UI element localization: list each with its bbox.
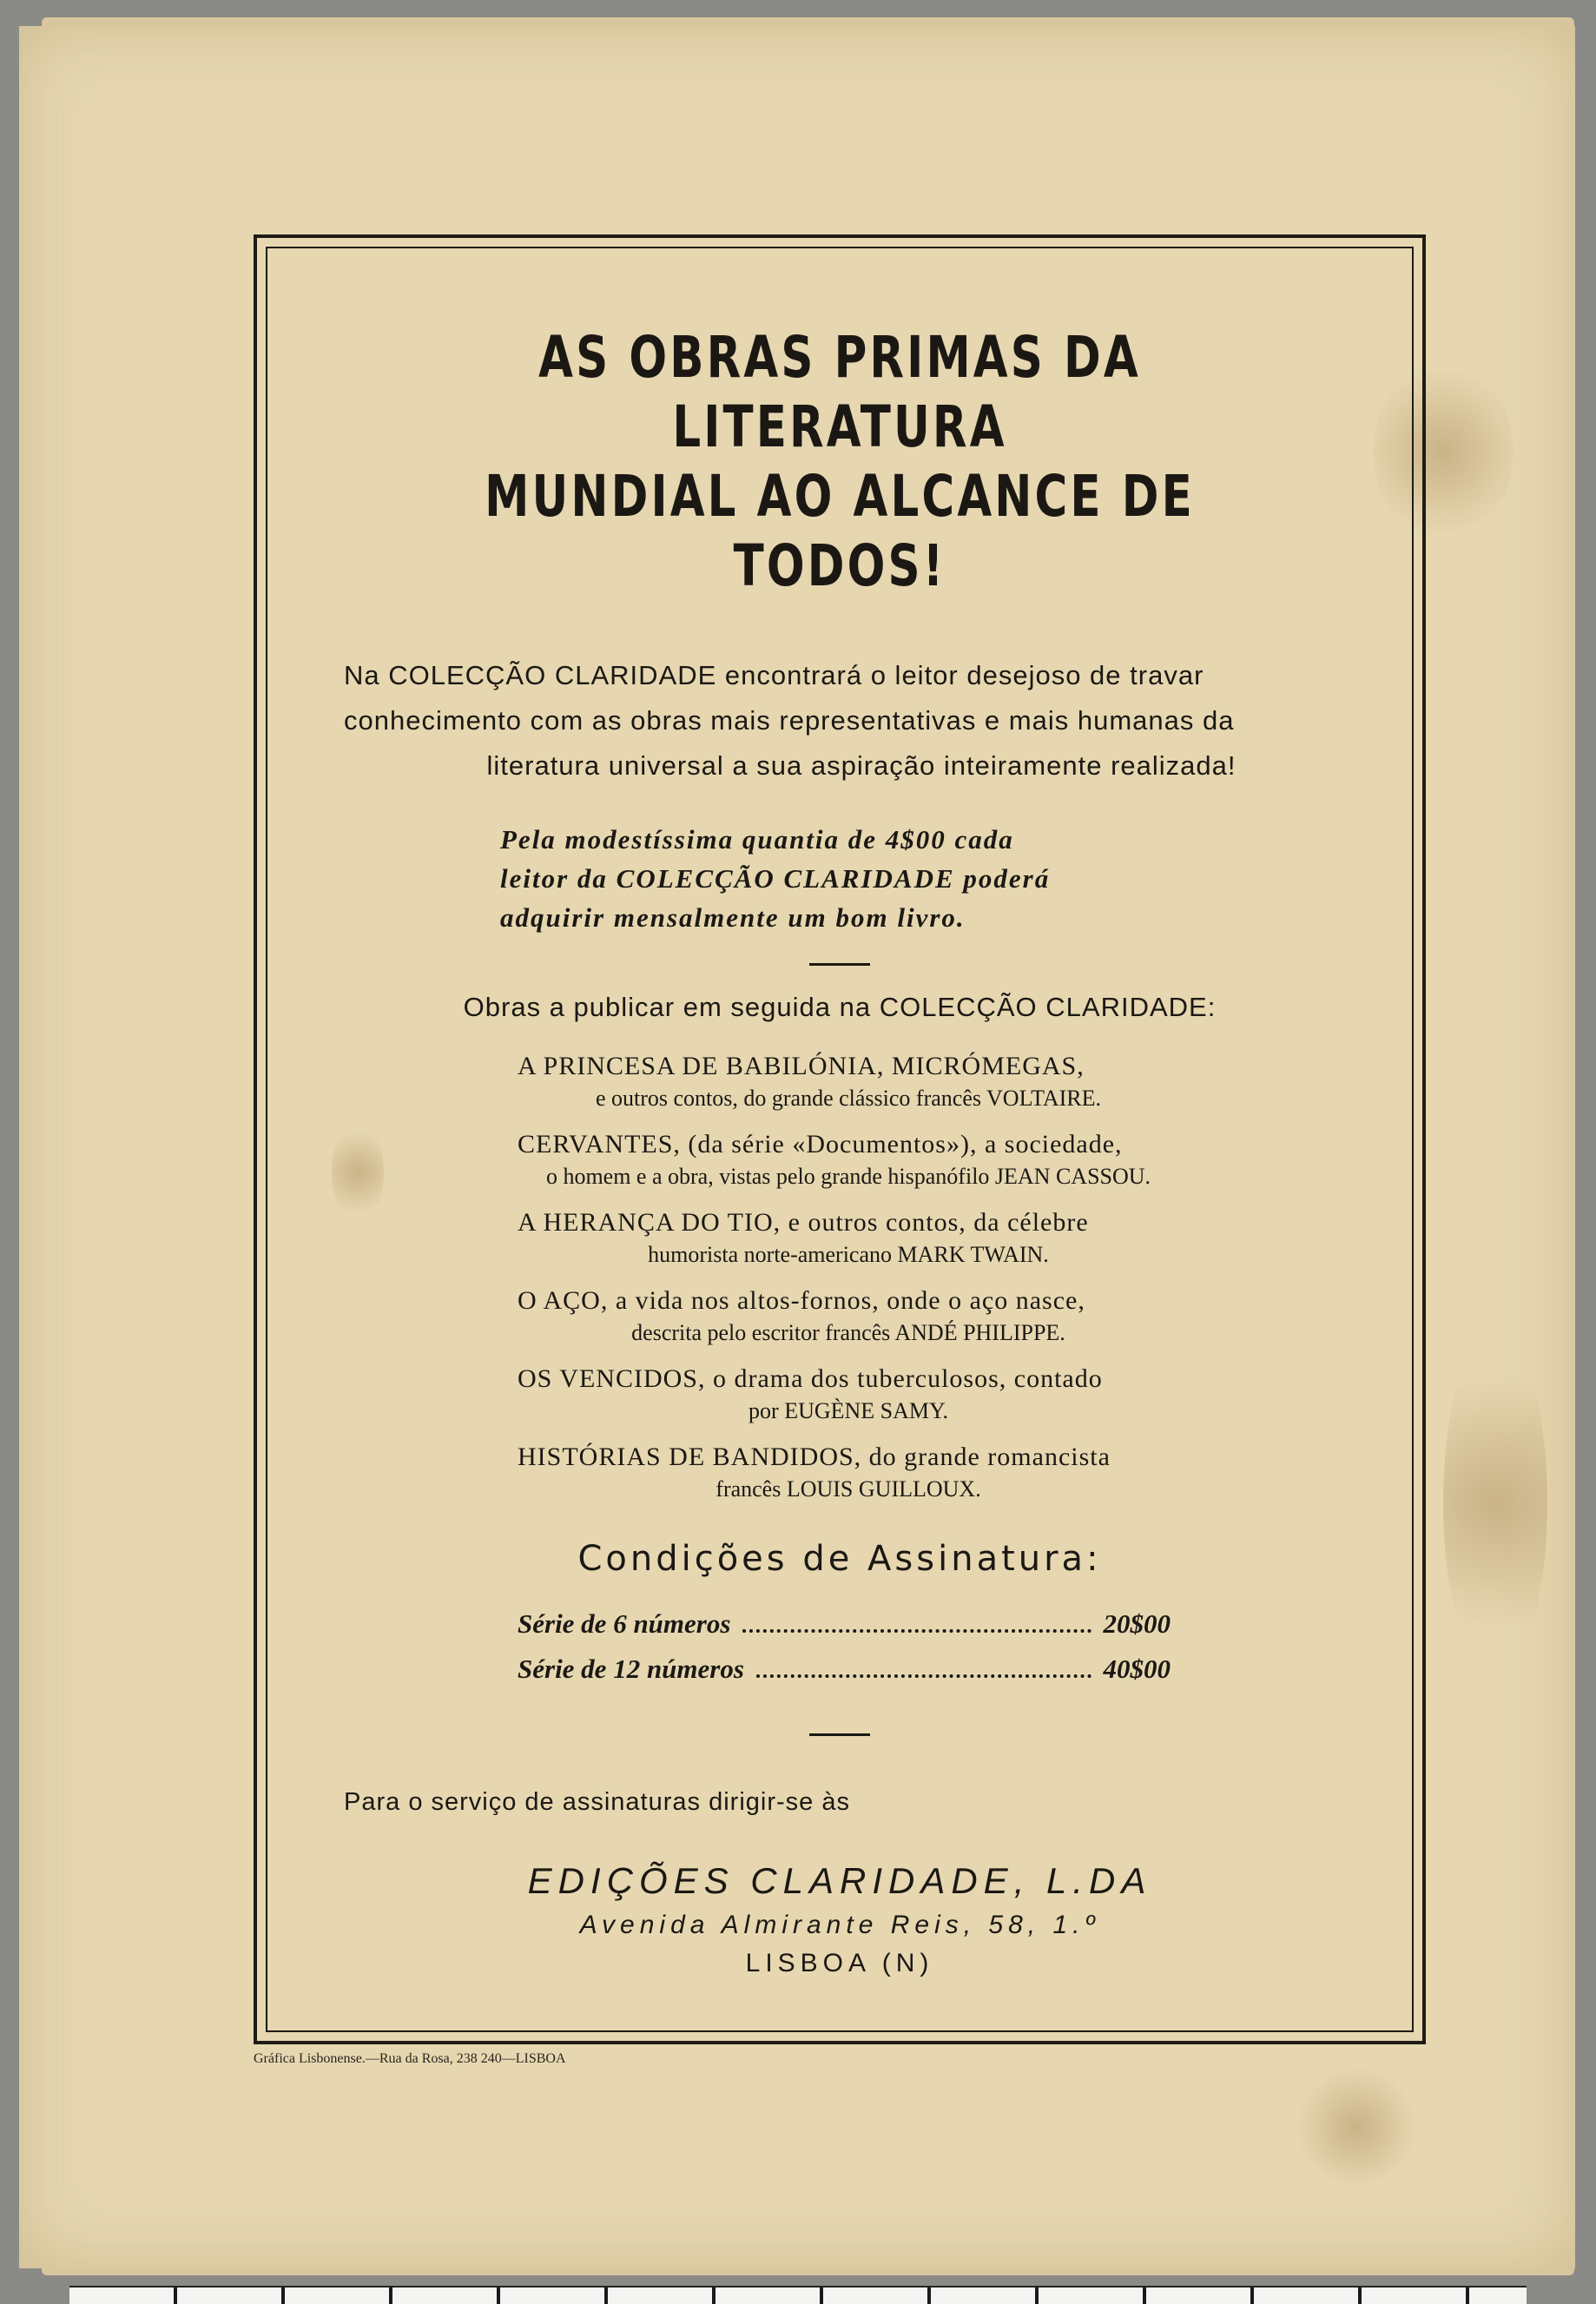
book-entry [518, 1205, 1179, 1270]
publisher-name: EDIÇÕES CLARIDADE, L.DA [527, 1860, 1152, 1901]
book-entry [518, 1284, 1179, 1348]
book-list [518, 1049, 1179, 1504]
price-list [518, 1608, 1171, 1699]
book-description: francês LOUIS GUILLOUX. [716, 1476, 981, 1502]
conditions-title: Condições de Assinatura: [577, 1539, 1102, 1579]
offer-line-1: Pela modestíssima quantia de 4$00 cada [500, 824, 1014, 855]
divider [809, 1733, 870, 1736]
intro-paragraph [344, 653, 1344, 789]
headline [386, 323, 1295, 601]
dot-leader [742, 1629, 1091, 1633]
offer-line-2: leitor da COLECÇÃO CLARIDADE poderá [500, 863, 1051, 894]
book-entry [518, 1127, 1179, 1192]
offer-paragraph [500, 820, 1179, 937]
book-title: HISTÓRIAS DE BANDIDOS, do grande romancista [518, 1442, 1111, 1471]
book-entry [518, 1362, 1179, 1426]
color-scale-bar [69, 2286, 1527, 2304]
stain [1296, 2067, 1417, 2188]
price-label: Série de 6 números [518, 1608, 731, 1639]
book-title: CERVANTES, (da série «Documentos»), a sociedade, [518, 1130, 1123, 1159]
stain [1443, 1329, 1547, 1676]
printer-credit: Gráfica Lisbonense.—Rua da Rosa, 238 240—LISBOA [254, 2051, 566, 2066]
book-title: O AÇO, a vida nos altos-fornos, onde o aço nasce, [518, 1286, 1085, 1315]
book-description: o homem e a obra, vistas pelo grande hispanófilo JEAN CASSOU. [545, 1164, 1151, 1189]
headline-line-1: AS OBRAS PRIMAS DA LITERATURA [538, 324, 1141, 460]
book-description: e outros contos, do grande clássico francês VOLTAIRE. [595, 1086, 1102, 1111]
book-entry [518, 1049, 1179, 1113]
book-title: A HERANÇA DO TIO, e outros contos, da célebre [518, 1208, 1089, 1237]
offer-line-3: adquirir mensalmente um bom livro. [500, 902, 966, 933]
book-title: OS VENCIDOS, o drama dos tuberculosos, contado [518, 1364, 1103, 1393]
book-description: por EUGÈNE SAMY. [749, 1398, 948, 1423]
price-value: 20$00 [1103, 1608, 1171, 1639]
headline-line-2: MUNDIAL AO ALCANCE DE TODOS! [485, 463, 1195, 599]
intro-line-2: conhecimento com as obras mais representativas e mais humanas da [344, 705, 1235, 736]
book-entry [518, 1440, 1179, 1504]
price-label: Série de 12 números [518, 1654, 744, 1684]
advertisement-content [257, 238, 1422, 1978]
price-value: 40$00 [1103, 1654, 1171, 1684]
publisher-address: Avenida Almirante Reis, 58, 1.º [579, 1911, 1100, 1939]
book-description: descrita pelo escritor francês ANDÉ PHILIPPE. [631, 1320, 1065, 1345]
dot-leader [756, 1674, 1091, 1678]
publisher-city: LISBOA (N) [745, 1949, 934, 1977]
book-description: humorista norte-americano MARK TWAIN. [648, 1242, 1049, 1267]
price-row [518, 1608, 1171, 1654]
divider [809, 963, 870, 966]
price-row [518, 1654, 1171, 1699]
advertisement-frame [254, 234, 1426, 2044]
intro-line-1: Na COLECÇÃO CLARIDADE encontrará o leitor desejoso de travar [344, 660, 1204, 690]
intro-line-3: literatura universal a sua aspiração inteiramente realizada! [486, 750, 1237, 781]
contact-intro: Para o serviço de assinaturas dirigir-se às [344, 1788, 850, 1816]
book-title: A PRINCESA DE BABILÓNIA, MICRÓMEGAS, [518, 1052, 1085, 1080]
upcoming-title: Obras a publicar em seguida na COLECÇÃO CLARIDADE: [463, 992, 1217, 1022]
